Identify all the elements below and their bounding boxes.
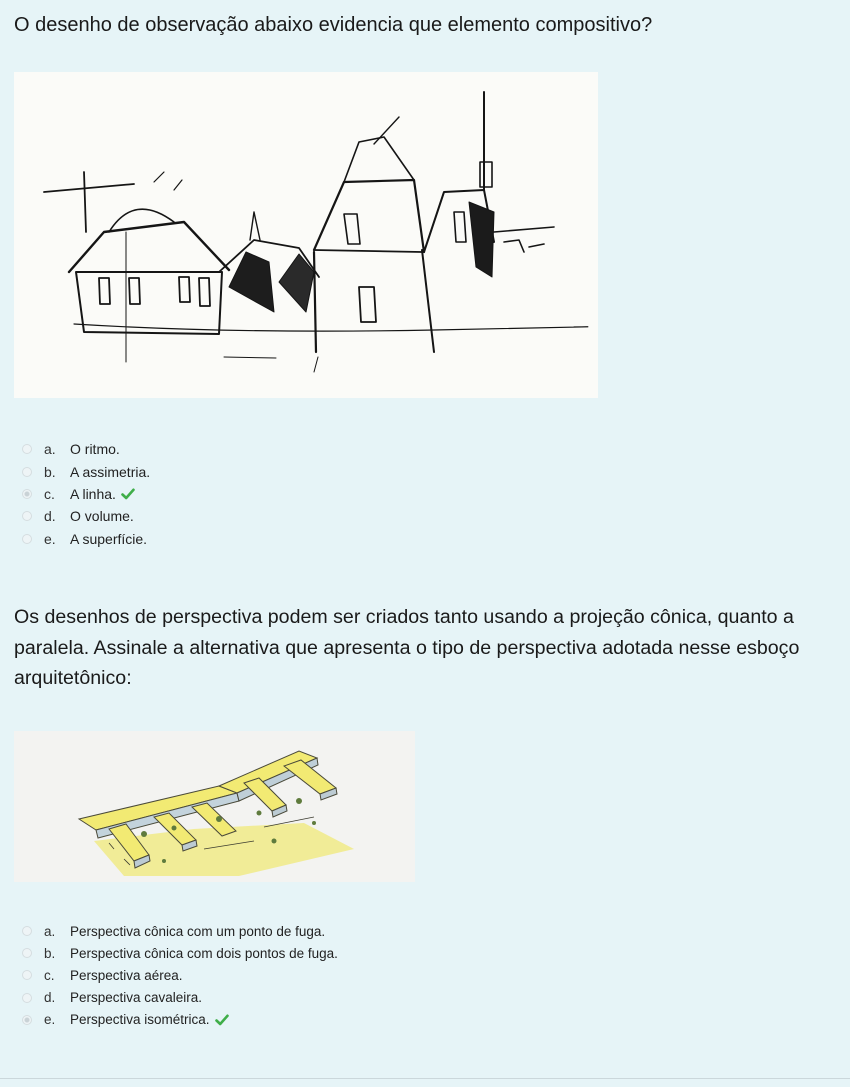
check-icon [121, 488, 135, 500]
question-2-sketch-image [14, 731, 415, 882]
option-letter: a. [44, 923, 56, 939]
radio-button[interactable] [22, 534, 32, 544]
option-label: A superfície. [70, 530, 148, 547]
option-letter: e. [44, 530, 56, 547]
radio-button-selected[interactable] [22, 1015, 32, 1025]
question-2-option-e[interactable] [22, 1009, 338, 1031]
question-1-option-a[interactable] [22, 438, 150, 460]
option-letter: a. [44, 441, 56, 458]
option-letter: d. [44, 990, 56, 1006]
question-1-text: O desenho de observação abaixo evidencia que elemento compositivo? [14, 14, 653, 36]
question-2-option-c[interactable] [22, 964, 338, 986]
question-2-option-b[interactable] [22, 942, 338, 964]
option-label: A linha. [70, 485, 116, 502]
radio-button[interactable] [22, 993, 32, 1003]
option-label: O volume. [70, 508, 134, 525]
radio-button[interactable] [22, 467, 32, 477]
question-2 [14, 602, 836, 1028]
question-1 [14, 10, 836, 547]
option-letter: b. [44, 463, 56, 480]
option-letter: e. [44, 1012, 56, 1028]
option-label: Perspectiva cônica com dois pontos de fuga. [70, 945, 338, 961]
option-letter: c. [44, 967, 55, 983]
question-2-option-d[interactable] [22, 987, 338, 1009]
question-1-option-e[interactable] [22, 528, 150, 550]
option-label: Perspectiva cavaleira. [70, 990, 203, 1006]
option-letter: c. [44, 485, 55, 502]
option-label: Perspectiva cônica com um ponto de fuga. [70, 923, 326, 939]
radio-button[interactable] [22, 926, 32, 936]
option-label: Perspectiva aérea. [70, 967, 183, 983]
architectural-sketch-drawing [14, 731, 415, 882]
option-label: A assimetria. [70, 463, 151, 480]
check-icon [215, 1014, 229, 1026]
option-label: O ritmo. [70, 441, 120, 458]
question-1-sketch-image [14, 72, 598, 398]
question-1-option-c[interactable] [22, 483, 150, 505]
option-letter: d. [44, 508, 56, 525]
question-2-option-a[interactable] [22, 920, 338, 942]
question-2-text: Os desenhos de perspectiva podem ser criados tanto usando a projeção cônica, quanto a paralela. Assinale a alternativa que apresenta o tipo de perspectiva adotada nesse esboço arquitetônico: [14, 606, 800, 689]
radio-button[interactable] [22, 511, 32, 521]
question-1-option-b[interactable] [22, 460, 150, 482]
radio-button[interactable] [22, 444, 32, 454]
question-1-option-d[interactable] [22, 505, 150, 527]
option-letter: b. [44, 945, 56, 961]
question-2-options [22, 920, 338, 1031]
question-1-options [22, 438, 150, 550]
radio-button[interactable] [22, 948, 32, 958]
section-divider [0, 1078, 850, 1079]
radio-button[interactable] [22, 970, 32, 980]
option-label: Perspectiva isométrica. [70, 1012, 210, 1028]
observation-sketch-drawing [14, 72, 598, 398]
radio-button-selected[interactable] [22, 489, 32, 499]
